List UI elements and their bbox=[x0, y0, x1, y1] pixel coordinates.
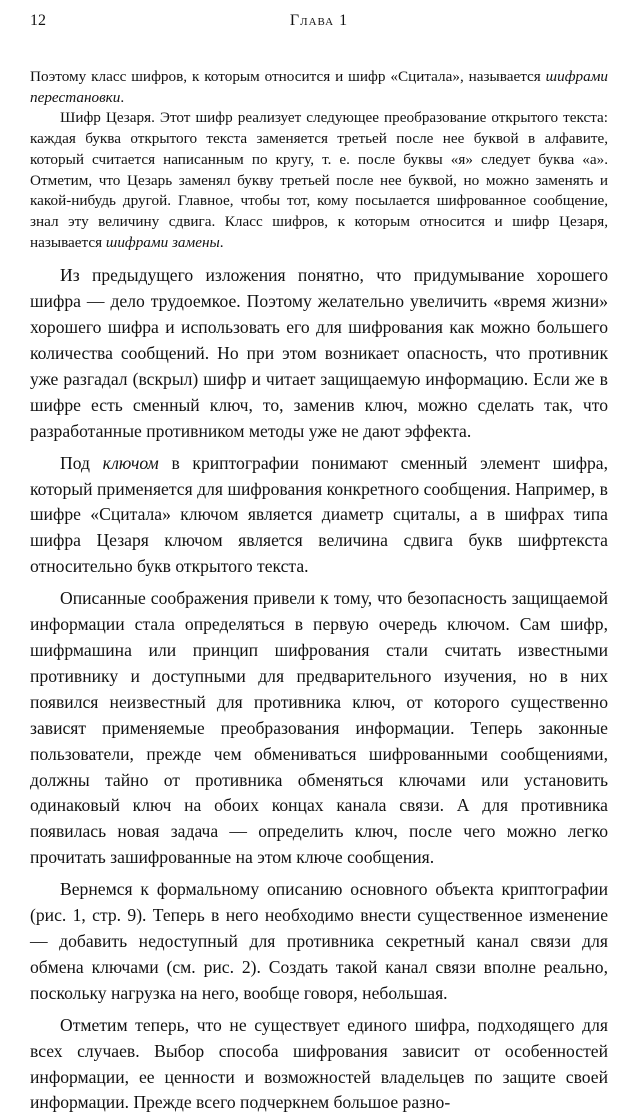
small-paragraph-caesar bbox=[30, 108, 608, 253]
page-number: 12 bbox=[30, 12, 46, 29]
small-paragraph-caesar-text: Шифр Цезаря. Этот шифр реализует следующее преобразование открытого текста: каждая буква открытого текста заменяется третьей после нее буквой в алфавите, который считается написанным по кругу, т. е. после буквы «я» следует буква «а». Отметим, что Цезарь заменял букву третьей после нее буквой, но можно заменять и какой-нибудь другой. Главное, чтобы тот, кому посылается шифрованное сообщение, знал эту величину сдвига. Класс шифров, к которым относится и шифр Цезаря, называется bbox=[30, 109, 608, 251]
main-text-block bbox=[30, 263, 608, 1116]
small-paragraph-1-end: . bbox=[120, 88, 125, 106]
small-print-block bbox=[30, 67, 608, 253]
small-paragraph-1-text: Поэтому класс шифров, к которым относится и шифр «Сцитала», называется bbox=[30, 68, 546, 85]
paragraph-no-universal-cipher: Отметим теперь, что не существует единого шифра, подходящего для всех случаев. Выбор способа шифрования зависит от особенностей информации, ее ценности и возможностей владельцев по защите своей информации. Прежде всего подчеркнем большое разно- bbox=[30, 1014, 608, 1113]
paragraph-key-definition bbox=[30, 451, 608, 581]
small-paragraph-caesar-end: . bbox=[219, 233, 224, 251]
chapter-title: Глава 1 bbox=[289, 12, 349, 29]
paragraph-key-start: Под bbox=[60, 452, 103, 473]
term-substitution-ciphers: шифрами замены bbox=[105, 233, 220, 251]
term-key: ключом bbox=[102, 452, 159, 473]
small-paragraph-1 bbox=[30, 67, 608, 108]
book-page bbox=[30, 10, 608, 1116]
paragraph-key-security: Описанные соображения привели к тому, что безопасность защищаемой информации стала определяться в первую очередь ключом. Сам шифр, шифрмашина или принцип шифрования стали считать известными противнику и доступными для предварительного изучения, но в них появился неизвестный для противника ключ, от которого существенно зависят применяемые преобразования информации. Теперь законные пользователи, прежде чем обмениваться шифрованными сообщениями, должны тайно от противника обменяться ключами или установить одинаковый ключ на обоих концах канала связи. А для противника появилась новая задача — определить ключ, после чего можно легко прочитать зашифрованные на этом ключе сообщения. bbox=[30, 588, 608, 868]
paragraph-secret-channel: Вернемся к формальному описанию основного объекта криптографии (рис. 1, стр. 9). Теперь в него необходимо внести существенное изменение — добавить недоступный для противника секретный канал связи для обмена ключами (см. рис. 2). Создать такой канал связи вполне реально, поскольку нагрузка на него, вообще говоря, небольшая. bbox=[30, 879, 608, 1003]
term-permutation-ciphers: шифрами перестановки bbox=[30, 68, 608, 106]
paragraph-key-rest: в криптографии понимают сменный элемент шифра, который применяется для шифрования конкретного сообщения. Например, в шифре «Сцитала» ключом является диаметр сциталы, а в шифрах типа шифра Цезаря ключом является величина сдвига букв шифртекста относительно букв открытого текста. bbox=[30, 452, 608, 577]
running-header bbox=[30, 10, 608, 36]
paragraph-cipher-lifetime: Из предыдущего изложения понятно, что придумывание хорошего шифра — дело трудоемкое. Поэтому желательно увеличить «время жизни» хорошего шифра и использовать его для шифрования как можно большего количества сообщений. Но при этом возникает опасность, что противник уже разгадал (вскрыл) шифр и читает защищаемую информацию. Если же в шифре есть сменный ключ, то, заменив ключ, можно сделать так, что разработанные противником методы уже не дают эффекта. bbox=[30, 265, 608, 441]
